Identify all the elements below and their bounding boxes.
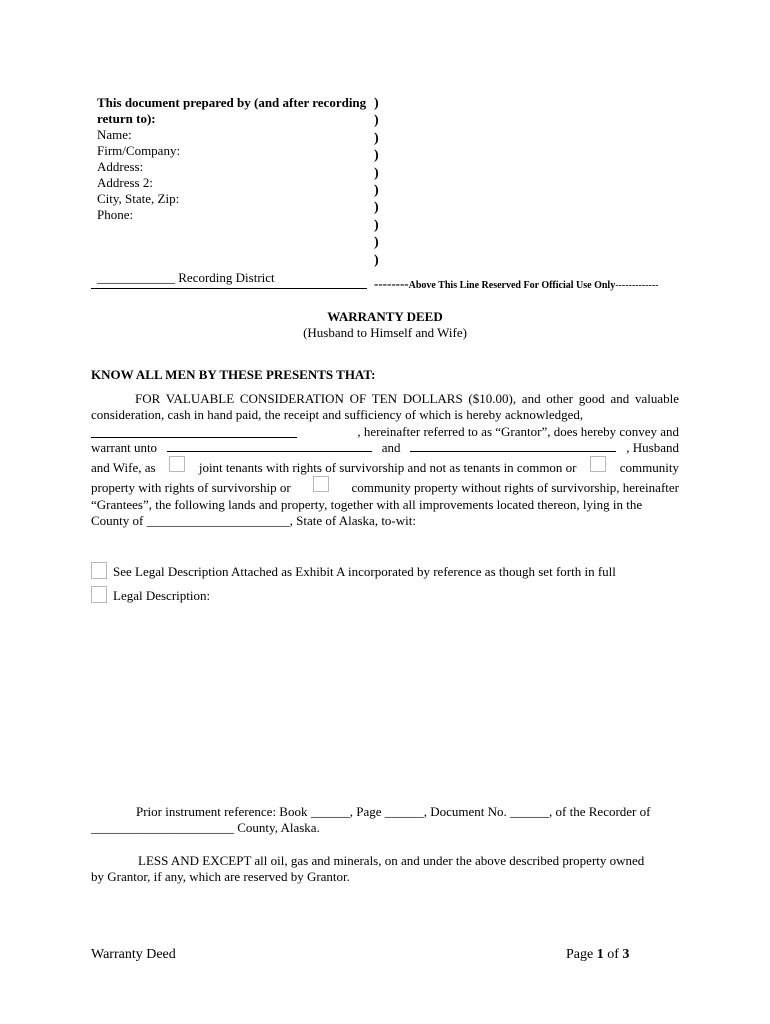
paren: ): [374, 217, 379, 233]
joint-tenants-checkbox[interactable]: [169, 456, 185, 472]
prepared-by-heading: This document prepared by (and after recording: [97, 95, 367, 110]
grantee1-name-field[interactable]: [167, 440, 372, 452]
legal-option-inline: [91, 586, 210, 604]
firm-field-label: Firm/Company:: [97, 143, 181, 158]
prior-reference: [91, 804, 679, 837]
husband-word: , Husband: [626, 439, 679, 455]
know-all-heading: KNOW ALL MEN BY THESE PRESENTS THAT:: [91, 367, 376, 382]
footer-document-name: Warranty Deed: [91, 947, 176, 962]
paren: ): [374, 96, 379, 111]
county-line: County of ______________________, State of Alaska, to-wit:: [91, 513, 416, 529]
recording-district-label: Recording District: [178, 270, 275, 285]
and-wife-as: and Wife, as: [91, 460, 156, 476]
recording-district-rule: [91, 288, 367, 289]
community-no-rights-text: community property without rights of survivorship, hereinafter: [351, 480, 679, 496]
city-state-zip-field-label: City, State, Zip:: [97, 191, 180, 206]
grantor-name-field[interactable]: [91, 426, 297, 438]
document-title: WARRANTY DEED: [327, 309, 443, 324]
prior-reference-line1: Prior instrument reference: Book ______, Page ______, Document No. ______, of the Recorder of: [136, 804, 651, 819]
recording-district-blank[interactable]: ____________: [97, 270, 175, 285]
paren: ): [374, 183, 379, 199]
preparer-block: [97, 95, 367, 223]
paren: ): [374, 252, 379, 268]
paren: ): [374, 200, 379, 216]
community-no-rights-checkbox[interactable]: [313, 476, 329, 492]
exhibit-a-checkbox[interactable]: [91, 562, 107, 579]
address2-field-label: Address 2:: [97, 175, 153, 190]
address-field-label: Address:: [97, 159, 144, 174]
page-word: Page: [566, 947, 594, 962]
community-with-rights-checkbox[interactable]: [590, 456, 606, 472]
grantee2-name-field[interactable]: [410, 440, 616, 452]
legal-option-exhibit: [91, 562, 616, 580]
official-use-dashes-left: --------: [374, 276, 409, 291]
phone-field-label: Phone:: [97, 207, 134, 222]
page-total: 3: [622, 947, 630, 962]
official-use-line: [374, 276, 659, 292]
and-word: and: [381, 439, 401, 455]
page-current: 1: [596, 947, 604, 962]
prior-reference-line2: ______________________ County, Alaska.: [91, 820, 320, 836]
community-with-rights-text: property with rights of survivorship or: [91, 480, 291, 496]
recording-district: [97, 270, 275, 286]
grantees-text: “Grantees”, the following lands and property, together with all improvements located thereon, lying in the: [91, 496, 643, 512]
legal-description-checkbox[interactable]: [91, 586, 107, 603]
warrant-unto-label: warrant unto: [91, 439, 158, 455]
community-word: community: [619, 460, 679, 476]
consideration-text: FOR VALUABLE CONSIDERATION OF TEN DOLLARS ($10.00), and other good and valuable consideration, cash in hand paid, the receipt and sufficiency of which is hereby acknowledged,: [91, 391, 679, 423]
of-word: of: [607, 947, 619, 962]
less-except-line1: LESS AND EXCEPT all oil, gas and minerals, on and under the above described property owned: [138, 853, 645, 868]
prepared-by-heading-cont: return to):: [97, 111, 156, 126]
paren: ): [374, 148, 379, 164]
official-use-text: Above This Line Reserved For Official Use Only: [408, 280, 616, 291]
legal-description-text: Legal Description:: [113, 588, 211, 603]
less-except-line2: by Grantor, if any, which are reserved by Grantor.: [91, 869, 350, 885]
exhibit-a-text: See Legal Description Attached as Exhibit A incorporated by reference as though set forth in full: [113, 564, 616, 579]
less-and-except: [91, 853, 679, 886]
footer-page-number: [566, 947, 629, 963]
joint-tenants-text: joint tenants with rights of survivorship and not as tenants in common or: [198, 460, 577, 476]
paren: ): [374, 235, 379, 251]
document-subtitle: (Husband to Himself and Wife): [303, 325, 467, 340]
paren: ): [374, 165, 379, 181]
paren-column: [374, 95, 386, 269]
grantor-suffix: , hereinafter referred to as “Grantor”, does hereby convey and: [357, 423, 679, 439]
consideration-paragraph: [91, 391, 679, 529]
name-field-label: Name:: [97, 127, 132, 142]
paren: ): [374, 113, 379, 129]
paren: ): [374, 130, 379, 146]
official-use-dashes-right: -------------: [615, 280, 659, 291]
